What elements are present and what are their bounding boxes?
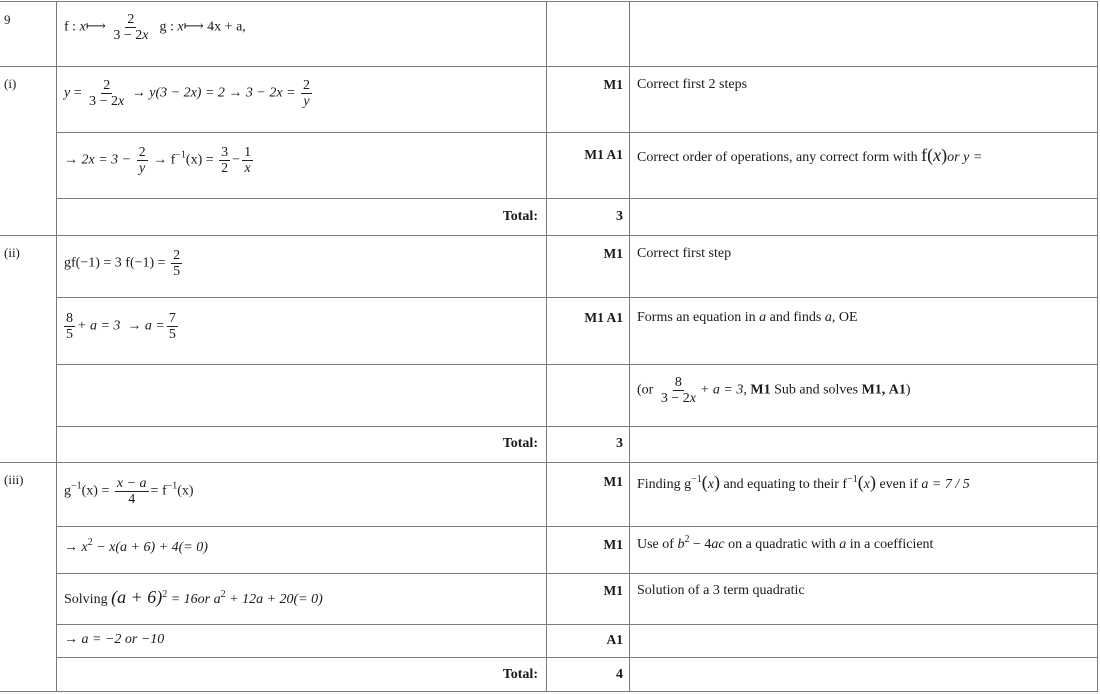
guidance-alternative: (or $\frac{8}{3 - 2x}$ + a = 3, M1 Sub and solves M1, A1) <box>637 375 911 406</box>
mark-code: M1 A1 <box>584 147 623 162</box>
mark-code: M1 <box>603 537 623 552</box>
column-divider <box>629 1 630 692</box>
total-label: Total: <box>502 436 538 451</box>
total-marks: 4 <box>616 667 623 682</box>
g-label: g <box>159 19 167 35</box>
working-step: Solving $(a + 6)^2 = 16or$ $a^2 + 12a + 20(= 0)$ <box>64 587 323 607</box>
total-label: Total: <box>502 209 538 224</box>
mark-code: M1 A1 <box>584 310 623 325</box>
guidance-text: Correct order of operations, any correct form with f(x)or y = <box>637 145 983 165</box>
column-divider <box>546 1 547 692</box>
mark-code: M1 <box>603 246 623 261</box>
total-label: Total: <box>502 667 538 682</box>
row-divider <box>56 573 1098 574</box>
working-step: → $x^2 - x(a + 6) + 4(= 0)$ <box>64 537 208 555</box>
working-step: y = $\frac{2}{3 - 2x}$ → y(3 − 2x) = 2 → 3 − 2x = $\frac{2}{y}$ <box>64 78 311 109</box>
row-divider <box>56 657 1098 658</box>
table-right-border <box>1097 1 1098 692</box>
row-divider <box>56 297 1098 298</box>
guidance-text: Forms an equation in a and finds a, OE <box>637 310 858 325</box>
working-step: → 2x = 3 − $\frac{2}{y}$ → $f^{-1}(x)$ = $\frac{3}{2}$ − $\frac{1}{x}$ <box>64 145 252 176</box>
total-marks: 3 <box>616 436 623 451</box>
column-divider <box>56 1 57 692</box>
part-label: (i) <box>4 76 17 91</box>
row-divider <box>56 526 1098 527</box>
row-divider <box>0 66 1098 67</box>
row-divider <box>56 426 1098 427</box>
table-bottom-border <box>0 691 1098 692</box>
row-divider <box>56 132 1098 133</box>
working-step: $\frac{8}{5}$ + a = 3 → a = $\frac{7}{5}$ <box>66 311 176 342</box>
working-step: $g^{-1}(x)$ = $\frac{x - a}{4}$ = $f^{-1}(x)$ <box>64 476 194 507</box>
guidance-text: Correct first step <box>637 246 732 261</box>
working-step: → a = −2 or −10 <box>64 632 165 647</box>
question-number: 9 <box>4 12 11 27</box>
mark-code: M1 <box>603 474 623 489</box>
mark-code: M1 <box>603 583 623 598</box>
guidance-text: Solution of a 3 term quadratic <box>637 583 805 598</box>
row-divider <box>56 624 1098 625</box>
mark-code: A1 <box>606 632 623 647</box>
f-label: f <box>64 19 69 35</box>
guidance-text: Finding $g^{-1}(x)$ and equating to their $f^{-1}(x)$ even if a = 7 / 5 <box>637 472 970 492</box>
function-definitions: f : x⟼ $\frac{2}{3 - 2x}$ g : x⟼ 4x + a, <box>64 12 246 43</box>
table-top-border <box>0 1 1098 2</box>
row-divider <box>56 364 1098 365</box>
part-label: (ii) <box>4 245 20 260</box>
guidance-text: Use of $b^2 - 4ac$ on a quadratic with a in a coefficient <box>637 534 934 552</box>
total-marks: 3 <box>616 209 623 224</box>
part-divider <box>0 235 1098 236</box>
guidance-text: Correct first 2 steps <box>637 77 748 92</box>
part-label: (iii) <box>4 472 24 487</box>
part-divider <box>0 462 1098 463</box>
mark-code: M1 <box>603 77 623 92</box>
working-step: gf(−1) = 3 f(−1) = $\frac{2}{5}$ <box>64 248 181 279</box>
row-divider <box>56 198 1098 199</box>
fraction: $\frac{2}{3 - 2x}$ <box>113 12 149 43</box>
